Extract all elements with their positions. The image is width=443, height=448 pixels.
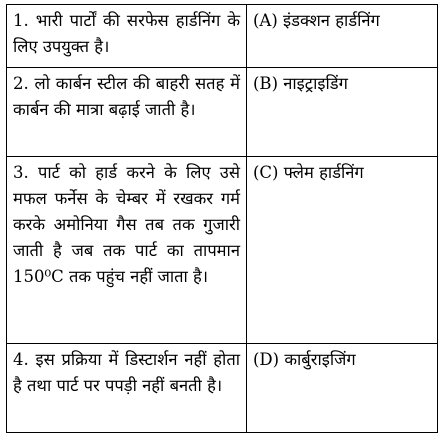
method-cell: (B) नाइट्राइडिंग: [247, 68, 438, 157]
statement-cell: 3. पार्ट को हार्ड करने के लिए उसे मफल फर्नेस के चेम्बर में रखकर गर्म करके अमोनिया गैस तब तक गुजारी जाती है जब तक पार्ट का तापमान 150⁰C तक पहुंच नहीं जाता है।: [7, 157, 247, 344]
matching-table: [6, 4, 438, 433]
method-cell: (C) फ्लेम हार्डनिंग: [247, 157, 438, 344]
table-row: [7, 68, 438, 157]
method-cell: (D) कार्बुराइजिंग: [247, 344, 438, 433]
method-cell: (A) इंडक्शन हार्डनिंग: [247, 5, 438, 68]
table-row: [7, 5, 438, 68]
statement-cell: 1. भारी पार्टों की सरफेस हार्डनिंग के लिए उपयुक्त है।: [7, 5, 247, 68]
table-row: [7, 157, 438, 344]
statement-cell: 4. इस प्रक्रिया में डिस्टार्शन नहीं होता है तथा पार्ट पर पपड़ी नहीं बनती है।: [7, 344, 247, 433]
statement-cell: 2. लो कार्बन स्टील की बाहरी सतह में कार्बन की मात्रा बढ़ाई जाती है।: [7, 68, 247, 157]
table-row: [7, 344, 438, 433]
